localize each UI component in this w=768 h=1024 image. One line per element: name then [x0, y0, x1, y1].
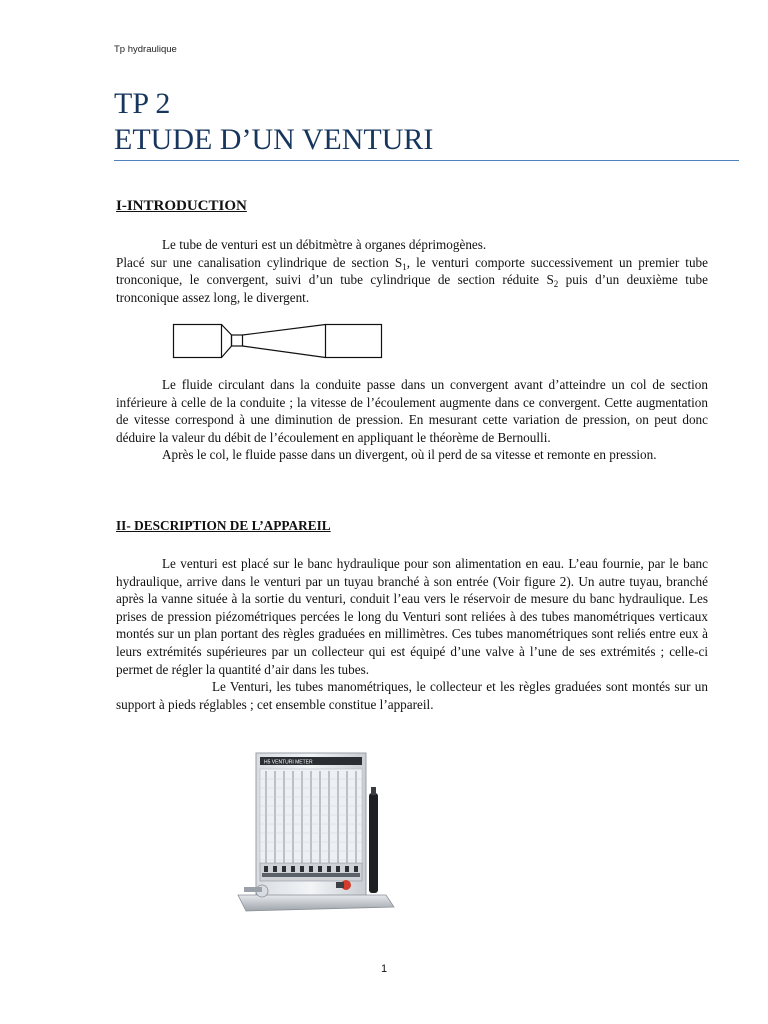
section-heading-description: II- DESCRIPTION DE L’APPAREIL [116, 518, 331, 533]
flow-text-1: Le fluide circulant dans la conduite passe dans un convergent avant d’atteindre un col de section inférieure à celle de la conduite ; la vitesse de l’écoulement augmente dans ce convergent. Cette augmentation de vitesse correspond à une diminution de pression. En mesurant cette variation de pression, on peut donc déduire la valeur du débit de l’écoulement en appliquant le théorème de Bernoulli. [116, 377, 708, 445]
section-heading-introduction: I-INTRODUCTION [116, 198, 247, 214]
pressure-tap [273, 866, 277, 872]
pressure-tap [309, 866, 313, 872]
description-text-2: Le Venturi, les tubes manométriques, le collecteur et les règles graduées sont montés sur un support à pieds réglables ; cet ensemble constitue l’appareil. [116, 679, 708, 712]
description-text-1: Le venturi est placé sur le banc hydraulique pour son alimentation en eau. L’eau fournie, par le banc hydraulique, arrive dans le venturi par un tuyau branché à son entrée (Voir figure 2). Un autre tuyau, branché après la vanne située à la sortie du venturi, conduit l’eau vers le réservoir de mesure du banc hydraulique. Les prises de pression piézométriques percées le long du Venturi sont reliées à des tubes manométriques verticaux montés sur un plan portant des règles graduées en millimètres. Ces tubes manométriques sont reliés entre eux à leurs extrémités supérieures par un collecteur qui est équipé d’une valve à l’une de ses extrémités ; celle-ci permet de régler la quantité d’air dans les tubes. [116, 556, 708, 677]
pressure-tap [327, 866, 331, 872]
venturi-apparatus-photo [236, 745, 396, 917]
pressure-tap [318, 866, 322, 872]
pressure-tap [354, 866, 358, 872]
flow-text-2: Après le col, le fluide passe dans un divergent, où il perd de sa vitesse et remonte en pression. [162, 447, 657, 463]
title-line-1: TP 2 [114, 87, 171, 120]
page-number: 1 [380, 963, 388, 975]
description-paragraph [116, 555, 708, 713]
flow-paragraph [116, 376, 708, 464]
air-pump [369, 793, 378, 893]
page-header: Tp hydraulique [114, 44, 177, 55]
panel-label: H5 VENTURI METER [264, 759, 313, 766]
intro-text-c: puis d’un deuxième tube tronconique assez long, le divergent. [116, 272, 709, 305]
pressure-tap [345, 866, 349, 872]
venturi-throat [232, 335, 243, 346]
subscript-1: 1 [402, 261, 407, 272]
intro-body [116, 254, 708, 307]
convergent-cone [222, 325, 232, 358]
divergent-cone [243, 325, 326, 358]
document-title [114, 86, 740, 158]
venturi-diagram [172, 320, 386, 360]
intro-text-a: Placé sur une canalisation cylindrique de section S [116, 254, 403, 270]
inlet-pipe [174, 325, 222, 358]
intro-paragraph [116, 236, 708, 306]
pressure-tap [264, 866, 268, 872]
pressure-tap [336, 866, 340, 872]
subscript-2: 2 [553, 279, 559, 290]
title-divider [114, 160, 739, 161]
pressure-tap [300, 866, 304, 872]
pressure-tap [282, 866, 286, 872]
pressure-tap [291, 866, 295, 872]
intro-text-b: , le venturi comporte successivement un premier tube tronconique, le convergent, suivi d’un tube cylindrique de section réduite S [116, 254, 708, 288]
manometer-tubes [260, 771, 362, 865]
intro-line: Le tube de venturi est un débitmètre à organes déprimogènes. [162, 237, 487, 252]
outlet-pipe [326, 325, 382, 358]
title-line-2: ETUDE D’UN VENTURI [114, 123, 434, 156]
